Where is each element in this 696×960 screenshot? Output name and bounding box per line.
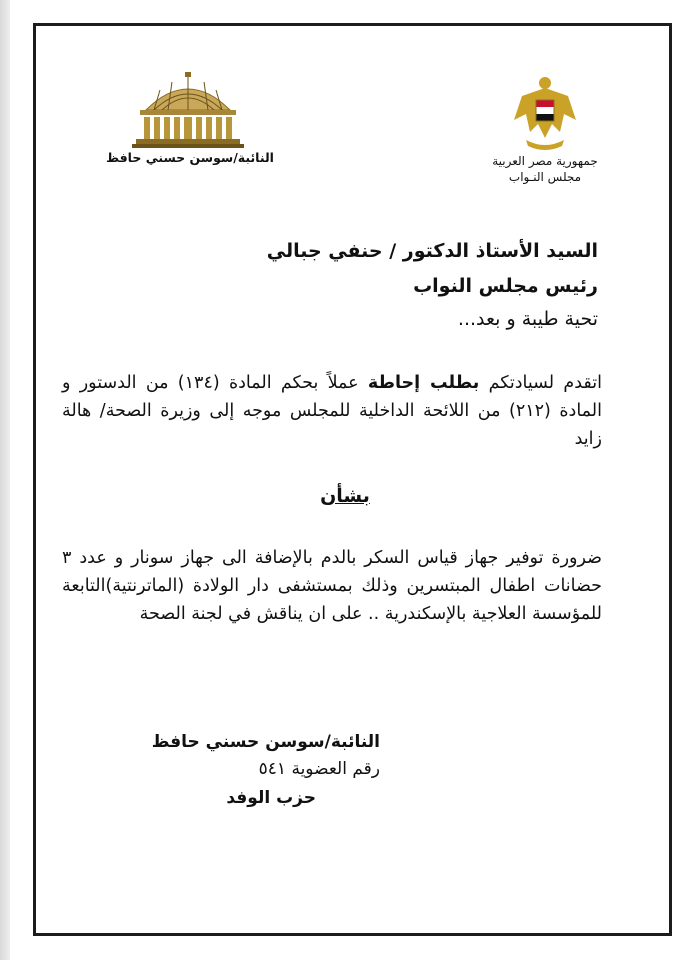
addressee-title: السيد الأستاذ الدكتور / حنفي جبالي [266,240,598,262]
country-name: جمهورية مصر العربية [492,154,598,168]
greeting: تحية طيبة و بعد... [457,308,598,330]
subject-paragraph: ضرورة توفير جهاز قياس السكر بالدم بالإضافة الى جهاز سونار و عدد ٣ حضانات اطفال المبتسرين وذلك بمستشفى دار الولادة (الماترنتية)التابعة للمؤسسة العلاجية بالإسكندرية .. على ان يناقش في لجنة الصحة [62,548,602,624]
subject-heading: بشأن [320,485,370,507]
parliament-name: مجلس النـواب [508,170,582,184]
header-republic [480,153,610,185]
party-name: حزب الوفد [226,788,316,808]
header-member-name: النائبة/سوسن حسني حافظ [106,150,274,165]
left-edge-shadow [0,0,10,960]
request-paragraph [62,369,602,453]
membership-number: رقم العضوية ٥٤١ [258,759,380,779]
request-type: بطلب إحاطة [367,373,480,393]
request-details: عملاً بحكم المادة (١٣٤) من الدستور و المادة (٢١٢) من اللائحة الداخلية للمجلس موجه إلى وزيرة الصحة/ هالة زايد [62,373,602,449]
addressee-position: رئيس مجلس النواب [413,275,598,297]
letter-page [10,0,696,960]
signature-name: النائبة/سوسن حسني حافظ [151,732,380,752]
request-intro: اتقدم لسيادتكم [479,373,602,393]
egypt-eagle-emblem [512,74,578,152]
parliament-dome-logo [132,72,244,148]
